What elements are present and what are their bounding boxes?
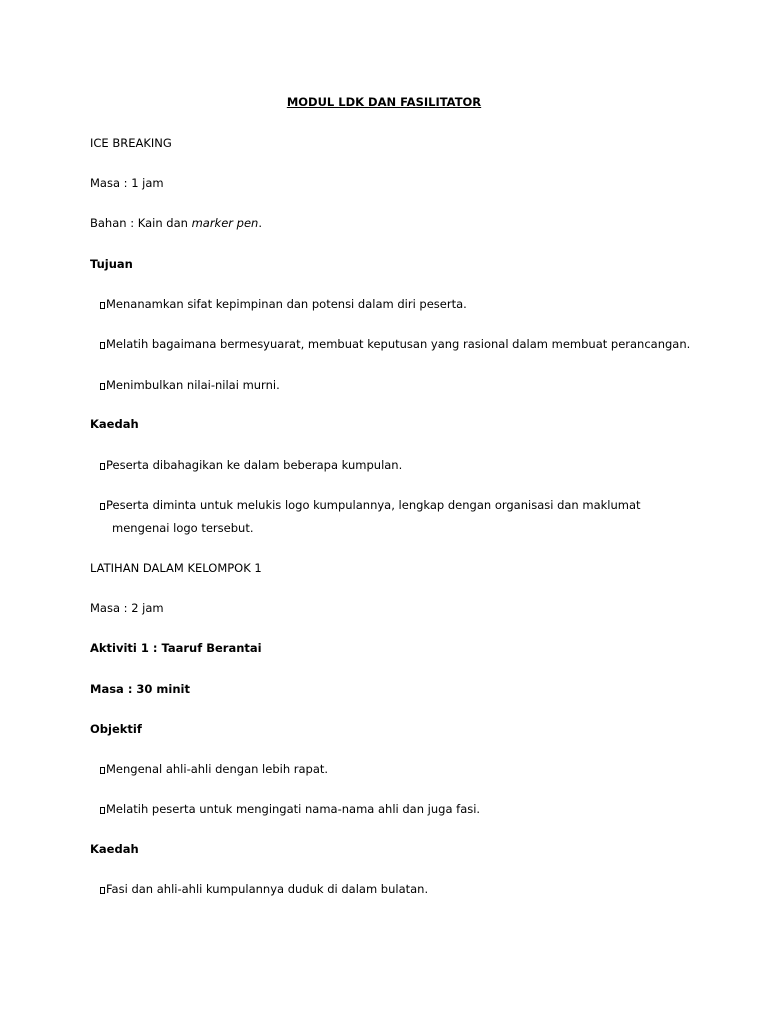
masa-line: Masa : 1 jam	[90, 176, 164, 190]
bahan-prefix: Bahan : Kain dan	[90, 216, 192, 230]
bullet-box-icon	[100, 807, 105, 814]
kaedah-heading-2: Kaedah	[90, 842, 139, 856]
section-heading-latihan: LATIHAN DALAM KELOMPOK 1	[90, 561, 262, 575]
masa-line-2: Masa : 2 jam	[90, 601, 164, 615]
bahan-line	[90, 218, 262, 230]
aktiviti-heading: Aktiviti 1 : Taaruf Berantai	[90, 641, 262, 655]
list-item-continuation: mengenai logo tersebut.	[112, 521, 254, 535]
document-title: MODUL LDK DAN FASILITATOR	[286, 95, 482, 109]
list-item: Peserta dibahagikan ke dalam beberapa kumpulan.	[100, 460, 402, 472]
bullet-box-icon	[100, 383, 105, 390]
list-item: Menimbulkan nilai-nilai murni.	[100, 380, 280, 392]
bullet-box-icon	[100, 767, 105, 774]
bullet-box-icon	[100, 302, 105, 309]
bullet-box-icon	[100, 342, 105, 349]
list-item: Mengenal ahli-ahli dengan lebih rapat.	[100, 764, 328, 776]
bahan-italic: marker pen	[191, 216, 259, 230]
tujuan-heading: Tujuan	[90, 257, 133, 271]
bullet-box-icon	[100, 503, 105, 510]
objektif-heading: Objektif	[90, 722, 142, 736]
list-item: Peserta diminta untuk melukis logo kumpulannya, lengkap dengan organisasi dan maklumat	[100, 500, 641, 512]
list-item: Fasi dan ahli-ahli kumpulannya duduk di dalam bulatan.	[100, 884, 428, 896]
list-item: Melatih bagaimana bermesyuarat, membuat keputusan yang rasional dalam membuat perancangan.	[100, 339, 690, 351]
section-heading-ice-breaking: ICE BREAKING	[90, 136, 172, 150]
bullet-box-icon	[100, 463, 105, 470]
list-item: Menanamkan sifat kepimpinan dan potensi dalam diri peserta.	[100, 299, 467, 311]
masa-aktiviti-heading: Masa : 30 minit	[90, 682, 190, 696]
kaedah-heading: Kaedah	[90, 417, 139, 431]
list-item: Melatih peserta untuk mengingati nama-nama ahli dan juga fasi.	[100, 804, 480, 816]
bahan-suffix: .	[258, 216, 262, 230]
bullet-box-icon	[100, 887, 105, 894]
